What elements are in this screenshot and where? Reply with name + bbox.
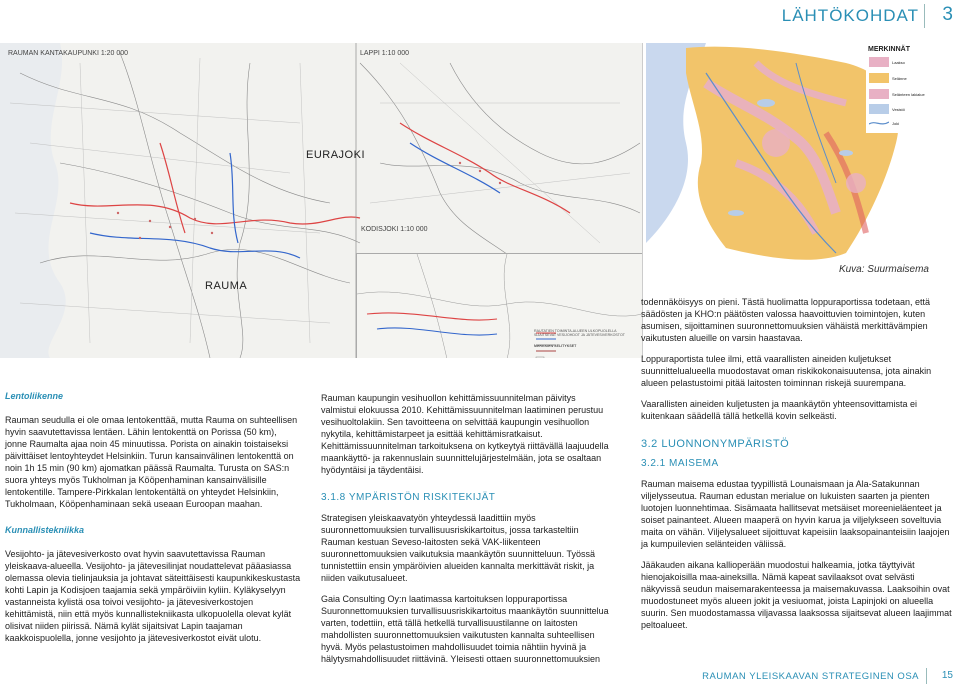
map-legend [534,329,629,348]
map-caption: Kuva: Suurmaisema [838,264,929,275]
map-label-kodisjoki: KODISJOKI 1:10 000 [361,226,428,233]
legend-label-selanne: Selänne [892,76,907,81]
paragraph-maisema: Rauman maisema edustaa tyypillistä Lounaismaan ja Ala-Satakunnan viljelysseutua. Rauman edustan merialue on lukuisten saarten ja pienten luotojen luonnehtimaa. Sisämaata hallitsevat metsäiset moreenieläenteet ja soiset painanteet. Alueen maaperä on hyvin karua ja viljelykseen soveltuvia maita on vähän. Viljelysalueet sijoittuvat kapeisiin laaksopainanteisiin laajojen ja kumpuilevien selänteiden väliissä. [641,479,950,549]
map-name-eurajoki: EURAJOKI [306,149,366,161]
footer-title: RAUMAN YLEISKAAVAN STRATEGINEN OSA [702,671,919,682]
landscape-legend [866,43,959,133]
header-divider [924,4,925,28]
legend-swatch-lakialue [869,89,889,99]
map-label-rauma-kanta: RAUMAN KANTAKAUPUNKI 1:20 000 [8,50,129,57]
heading-riskitekijat: 3.1.8 YMPÄRISTÖN RISKITEKIJÄT [321,492,496,503]
landscape-legend-title: MERKINNÄT [868,46,910,53]
heading-luonnonymparisto: 3.2 LUONNONYMPÄRISTÖ [641,438,790,450]
paragraph-kuljetukset: Loppuraportista tulee ilmi, että vaarallisten aineiden kuljetukset suunnittelualueella muodostavat oman riskikokonaisuutensa, jota ainakin alueen pelastustoimi pitää laitosten toiminnan riskejä suurempana. [641,354,932,388]
legend-swatch-laakso [869,57,889,67]
landscape-map [646,43,959,266]
legend-swatch-joki [869,118,889,128]
legend-label-lakialue: Selänteen lakialue [892,92,925,97]
paragraph-lentoliikenne: Rauman seudulla ei ole omaa lentokenttää, mutta Rauma on suhteellisen hyvin saavutettavissa lentäen. Lähin lentokenttä on Porissa (50 km), jonne Raumalta ajaa noin 45 minuutissa. Porista on ainakin toistaiseksi päivittäiset lentoyhteydet Helsinkiin. Turun kansainvälinen lentokenttä on noin 1h 15 min (90 km) ajomatkan päässä Raumalta. Turusta on SAS:n suora yhteys myös Tukholman ja Kööpenhaminan kansainvälisille lentokentille. Tampere-Pirkkalan lentokentältä on yhteydet Helsinkiin, Tukholmaan, Kööpenhaminaan sekä useaan Euroopan maahan. [5,415,298,509]
paragraph-kunnallistekniikka: Vesijohto- ja jätevesiverkosto ovat hyvin saavutettavissa Rauman yleiskaava-alueella. Vesijohto- ja jätevesilinjat noudattelevat pääasiassa olemassa olevia tielinjauksia ja johtavat säteittäisesti kaupunkikeskustasta kohti Lapin ja Kodisjoen taajamia sekä ympäröiviin kyliin. Kyläkyselyyn vastanneista kylistä osa toivoi vesijohto- ja jätevesiverkostojen kehittämistä, niin että myös kunnallistekniikasta ulkopuolella olevat kylät olisivat niiden piirissä. Nämä kylät sijaitsivat Lapin taajaman kaakkoispuolella, jonne vesijohto ja jätevesiverkostot eivät ulotu. [5,549,301,643]
heading-kunnallistekniikka: Kunnallistekniikka [5,525,85,535]
column-1 [5,390,301,653]
paragraph-yhteensovitus: Vaarallisten aineiden kuljetusten ja maankäytön yhteensovittamista ei kuitenkaan säädellä tällä hetkellä kovin selkeästi. [641,399,917,421]
legend-label-joki: Joki [892,121,900,126]
map-name-rauma: RAUMA [205,280,248,292]
legend-label-vesisto: Vesistö [892,107,905,112]
page-number: 15 [941,670,953,681]
map-legend-heading: MERKKIEN SELITYKSET [534,343,577,348]
legend-swatch-selanne [869,73,889,83]
paragraph-vesihuolto: Rauman kaupungin vesihuollon kehittämissuunnitelman päivitys valmistui elokuussa 2010. Kehittämissuunnitelman laatiminen perustuu vesihuoltolakiin. Sen tavoitteena on selvittää kaupungin vesihuollon nykytila, kehittämistarpeet ja esittää kehittämisratkaisut. Kehittämissuunnitelman tarkoituksena on kytkeytyä riittävällä laajuudella maankäyttö- ja rakennuslain suunnittelujärjestelmään, jota se osaltaan hyödyntäisi ja täydentäisi. [321,393,609,475]
paragraph-gaia: Gaia Consulting Oy:n laatimassa kartoituksen loppuraportissa Suuronnettomuuksien turvallisuusriskikartoitus maankäytön suunnittelua varten, todettiin, että tällä hetkellä turvallisuustilanne on laitosten mahdollisten suuronnettomuuksien vaikutusten kannalta suhteellisen hyvä. Myös pelastustoimen mahdollisuudet toimia nähtiin hyvinä ja hälytysmahdollisuudet riittävinä. Yleisesti ottaen suuronnettomuuksien [321,594,609,664]
legend-swatch-vesisto [869,104,889,114]
column-2 [321,392,613,674]
heading-maisema: 3.2.1 MAISEMA [641,458,719,469]
footer-divider [926,668,927,684]
column-3 [641,296,954,640]
paragraph-todennakoisyys: todennäköisyys on pieni. Tästä huolimatta loppuraportissa todetaan, että säädösten ja KHO:n päätösten valossa haavoittuvien toimintojen, kuten asumisen, sijoittaminen suuronnettomuuksien vähäistä merkittävämpien vaikutusten alueille on varsin haastavaa. [641,297,931,343]
map-label-lappi: LAPPI 1:10 000 [360,50,410,57]
map-legend-symbols [534,329,629,358]
infrastructure-map [0,43,643,358]
paragraph-jaakausi: Jääkauden aikana kallioperään muodostui halkeamia, jotka täyttyivät hienojakoisilla maa-aineksilla. Nämä kapeat savilaaksot ovat selvästi näkyvissä seudun maisemarakenteessa ja maisemakuvassa. Laaksoihin ovat muodostuneet myös alueen jokit ja vesiuomat, joista Lapinjoki on alueella suurin. Sen muodostamassa viljavassa laaksossa sijaitsevat alueen laajimmat peltoalueet. [641,560,952,630]
heading-lentoliikenne: Lentoliikenne [5,391,64,401]
legend-label-laakso: Laakso [892,60,905,65]
paragraph-riskikartoitus: Strategisen yleiskaavatyön yhteydessä laadittiin myös suuronnettomuuksien turvallisuusriskikartoitus, jossa tarkasteltiin Rauman kestuan Seveso-laitosten sekä VAK-liikenteen suuronnettomuuksien vaikutuksia maankäytön suunnitteluun. Työssä tunnistettiin ensin ympäröivien alueiden kannalta merkittävät riskit, ja niiden vaikutusalueet. [321,513,595,583]
section-number: 3 [942,4,953,25]
map-legend-intro: RAUTATIEN TOIMINTA-ALUEEN ULKOPUOLELLA SIJAITSEVAT VESIJOHDOT JA JÄTEVESIVERKOSTOT [534,329,625,338]
section-title: LÄHTÖKOHDAT [781,6,919,25]
